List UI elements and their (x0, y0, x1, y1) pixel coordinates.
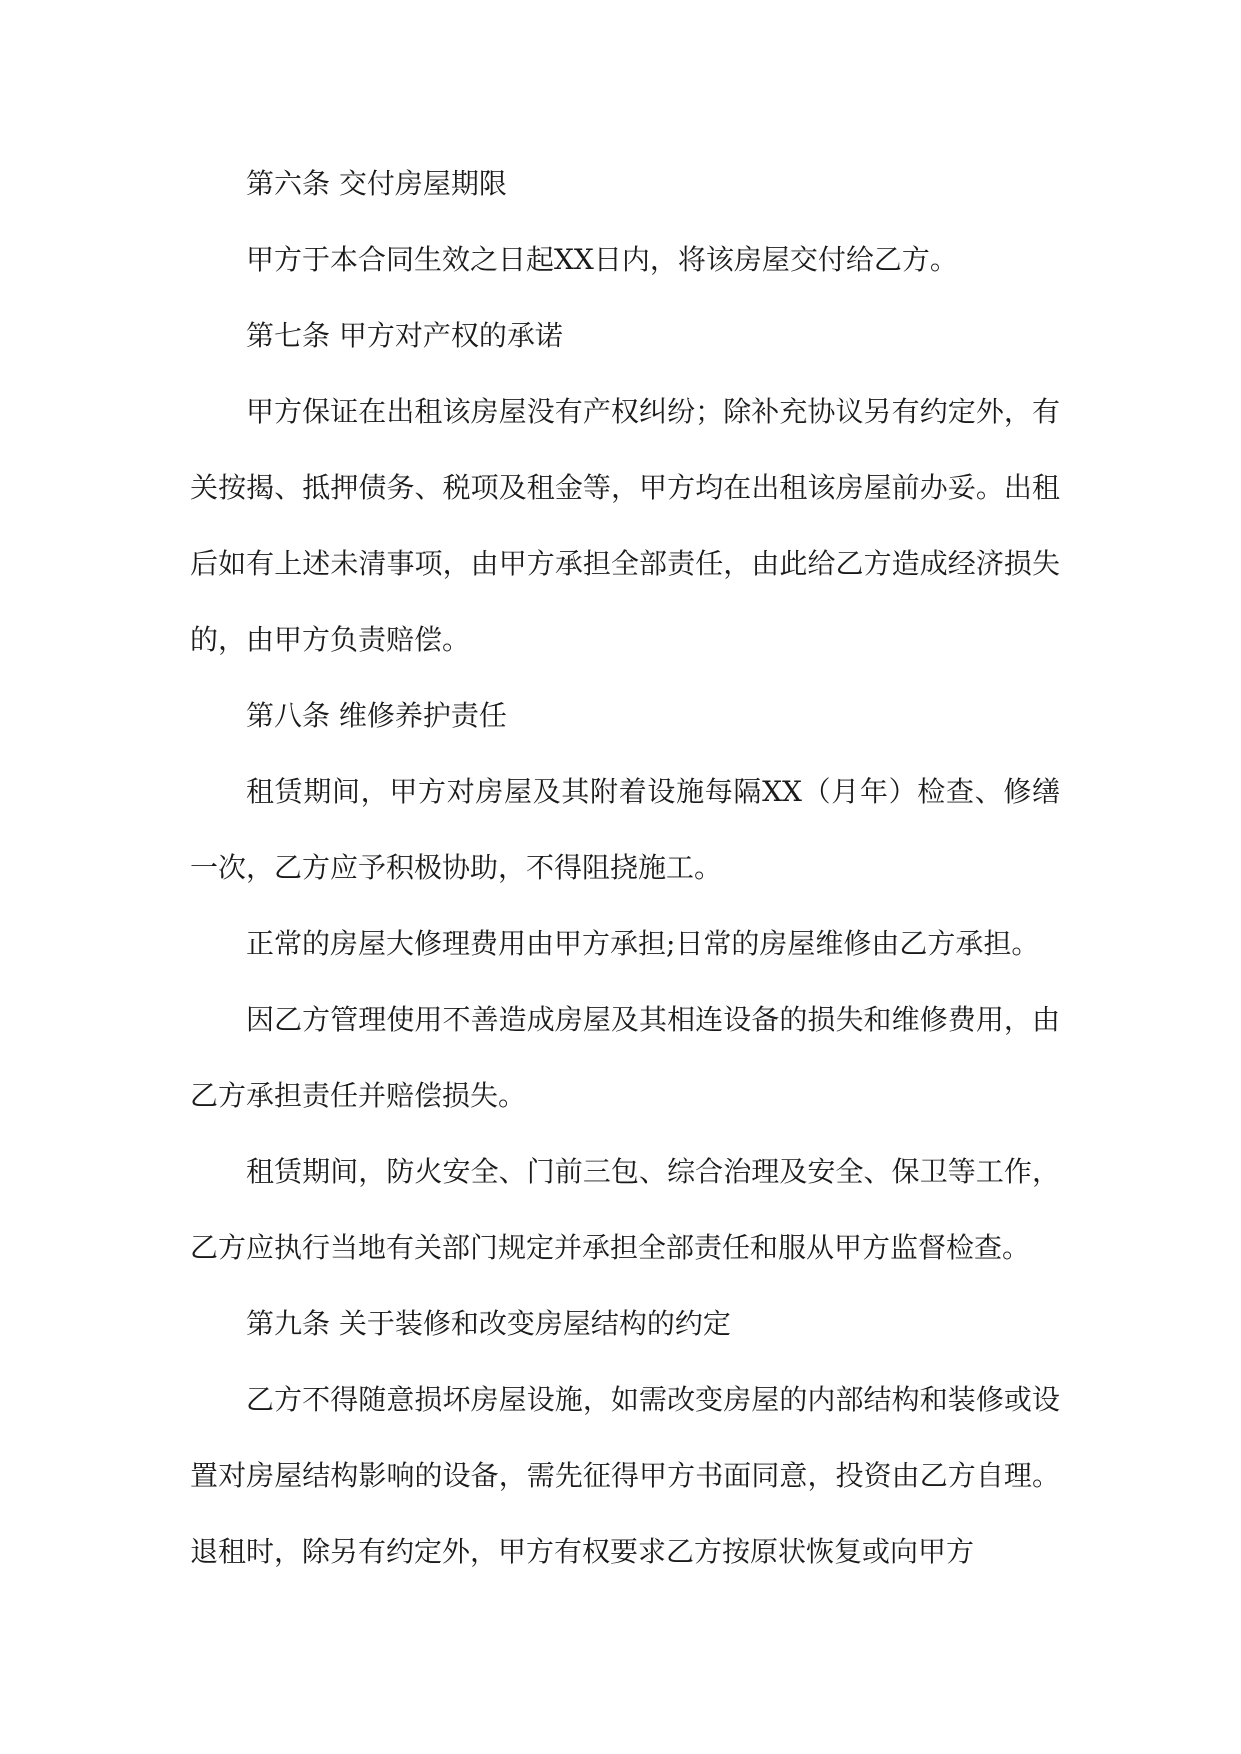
article-8-paragraph-1: 租赁期间，甲方对房屋及其附着设施每隔XX（月年）检查、修缮一次，乙方应予积极协助，不得阻挠施工。 (190, 775, 1060, 884)
article-6-paragraph: 甲方于本合同生效之日起XX日内，将该房屋交付给乙方。 (246, 243, 958, 276)
article-7-paragraph: 甲方保证在出租该房屋没有产权纠纷；除补充协议另有约定外，有关按揭、抵押债务、税项及租金等，甲方均在出租该房屋前办妥。出租后如有上述未清事项，由甲方承担全部责任，由此给乙方造成经济损失的，由甲方负责赔偿。 (190, 395, 1060, 656)
article-8-paragraph-3: 因乙方管理使用不善造成房屋及其相连设备的损失和维修费用，由乙方承担责任并赔偿损失。 (190, 1003, 1060, 1112)
document-body (190, 146, 1060, 1590)
article-8-paragraph-2: 正常的房屋大修理费用由甲方承担;日常的房屋维修由乙方承担。 (246, 927, 1040, 960)
article-8-heading: 第八条 维修养护责任 (246, 699, 507, 732)
article-9-paragraph: 乙方不得随意损坏房屋设施，如需改变房屋的内部结构和装修或设置对房屋结构影响的设备，需先征得甲方书面同意，投资由乙方自理。退租时，除另有约定外，甲方有权要求乙方按原状恢复或向甲方 (190, 1383, 1060, 1568)
article-8-paragraph-4: 租赁期间，防火安全、门前三包、综合治理及安全、保卫等工作，乙方应执行当地有关部门规定并承担全部责任和服从甲方监督检查。 (190, 1155, 1060, 1264)
article-6-heading: 第六条 交付房屋期限 (246, 167, 507, 200)
article-7-heading: 第七条 甲方对产权的承诺 (246, 319, 563, 352)
article-9-heading: 第九条 关于装修和改变房屋结构的约定 (246, 1307, 731, 1340)
